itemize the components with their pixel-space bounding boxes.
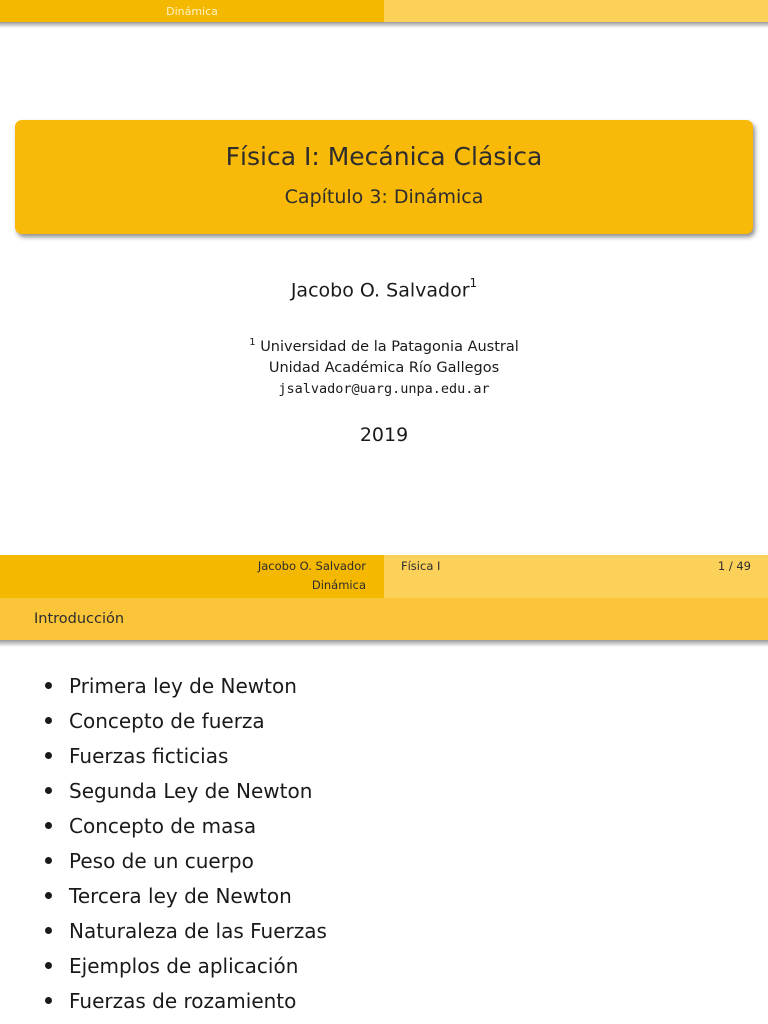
list-item	[45, 808, 327, 843]
list-item	[45, 738, 327, 773]
list-item	[45, 913, 327, 948]
bullet-icon	[45, 752, 52, 759]
list-item	[45, 773, 327, 808]
list-item-label: Peso de un cuerpo	[69, 848, 254, 873]
footer-left-panel	[0, 555, 384, 598]
topic-list	[45, 668, 327, 1018]
list-item	[45, 878, 327, 913]
academic-unit: Unidad Académica Río Gallegos	[268, 359, 500, 376]
top-bar-shadow	[0, 22, 768, 28]
footer-author[interactable]: Jacobo O. Salvador	[257, 559, 366, 573]
bullet-icon	[45, 927, 52, 934]
list-item-label: Fuerzas de rozamiento	[69, 988, 297, 1013]
author-line	[0, 278, 768, 301]
institution-name: Universidad de la Patagonia Austral	[260, 338, 519, 355]
footer-section[interactable]: Dinámica	[311, 578, 366, 592]
list-item-label: Concepto de fuerza	[69, 708, 265, 733]
list-item-label: Fuerzas ficticias	[69, 743, 229, 768]
bullet-icon	[45, 892, 52, 899]
list-item	[45, 983, 327, 1018]
list-item-label: Ejemplos de aplicación	[69, 953, 299, 978]
list-item-label: Segunda Ley de Newton	[69, 778, 313, 803]
top-bar-right-panel	[384, 0, 768, 22]
frame-title-shadow	[0, 640, 768, 647]
bullet-icon	[45, 717, 52, 724]
list-item-label: Tercera ley de Newton	[69, 883, 292, 908]
affiliation-mark: 1	[249, 337, 256, 348]
bullet-icon	[45, 682, 52, 689]
top-navigation-bar	[0, 0, 768, 22]
list-item	[45, 668, 327, 703]
frame-title: Introducción	[34, 611, 125, 627]
list-item-label: Naturaleza de las Fuerzas	[69, 918, 327, 943]
bullet-icon	[45, 787, 52, 794]
presentation-year: 2019	[359, 424, 409, 446]
bullet-icon	[45, 822, 52, 829]
author-affiliation-mark: 1	[469, 276, 478, 290]
frame-title-bar	[0, 598, 768, 640]
institution-block	[0, 332, 768, 400]
presentation-subtitle: Capítulo 3: Dinámica	[284, 186, 484, 208]
footer-bar	[0, 555, 768, 598]
title-block	[15, 120, 753, 234]
presentation-title: Física I: Mecánica Clásica	[225, 142, 543, 171]
list-item-label: Concepto de masa	[69, 813, 257, 838]
top-bar-section-label[interactable]: Dinámica	[0, 0, 384, 22]
list-item	[45, 948, 327, 983]
footer-right-panel	[384, 555, 768, 598]
bullet-icon	[45, 962, 52, 969]
list-item-label: Primera ley de Newton	[69, 673, 297, 698]
list-item	[45, 703, 327, 738]
list-item	[45, 843, 327, 878]
footer-short-title[interactable]: Física I	[401, 559, 441, 573]
institution-line	[0, 332, 768, 358]
bullet-icon	[45, 997, 52, 1004]
author-email[interactable]: jsalvador@uarg.unpa.edu.ar	[278, 380, 490, 397]
author-name: Jacobo O. Salvador	[290, 279, 470, 302]
page-counter: 1 / 49	[717, 559, 751, 573]
bullet-icon	[45, 857, 52, 864]
